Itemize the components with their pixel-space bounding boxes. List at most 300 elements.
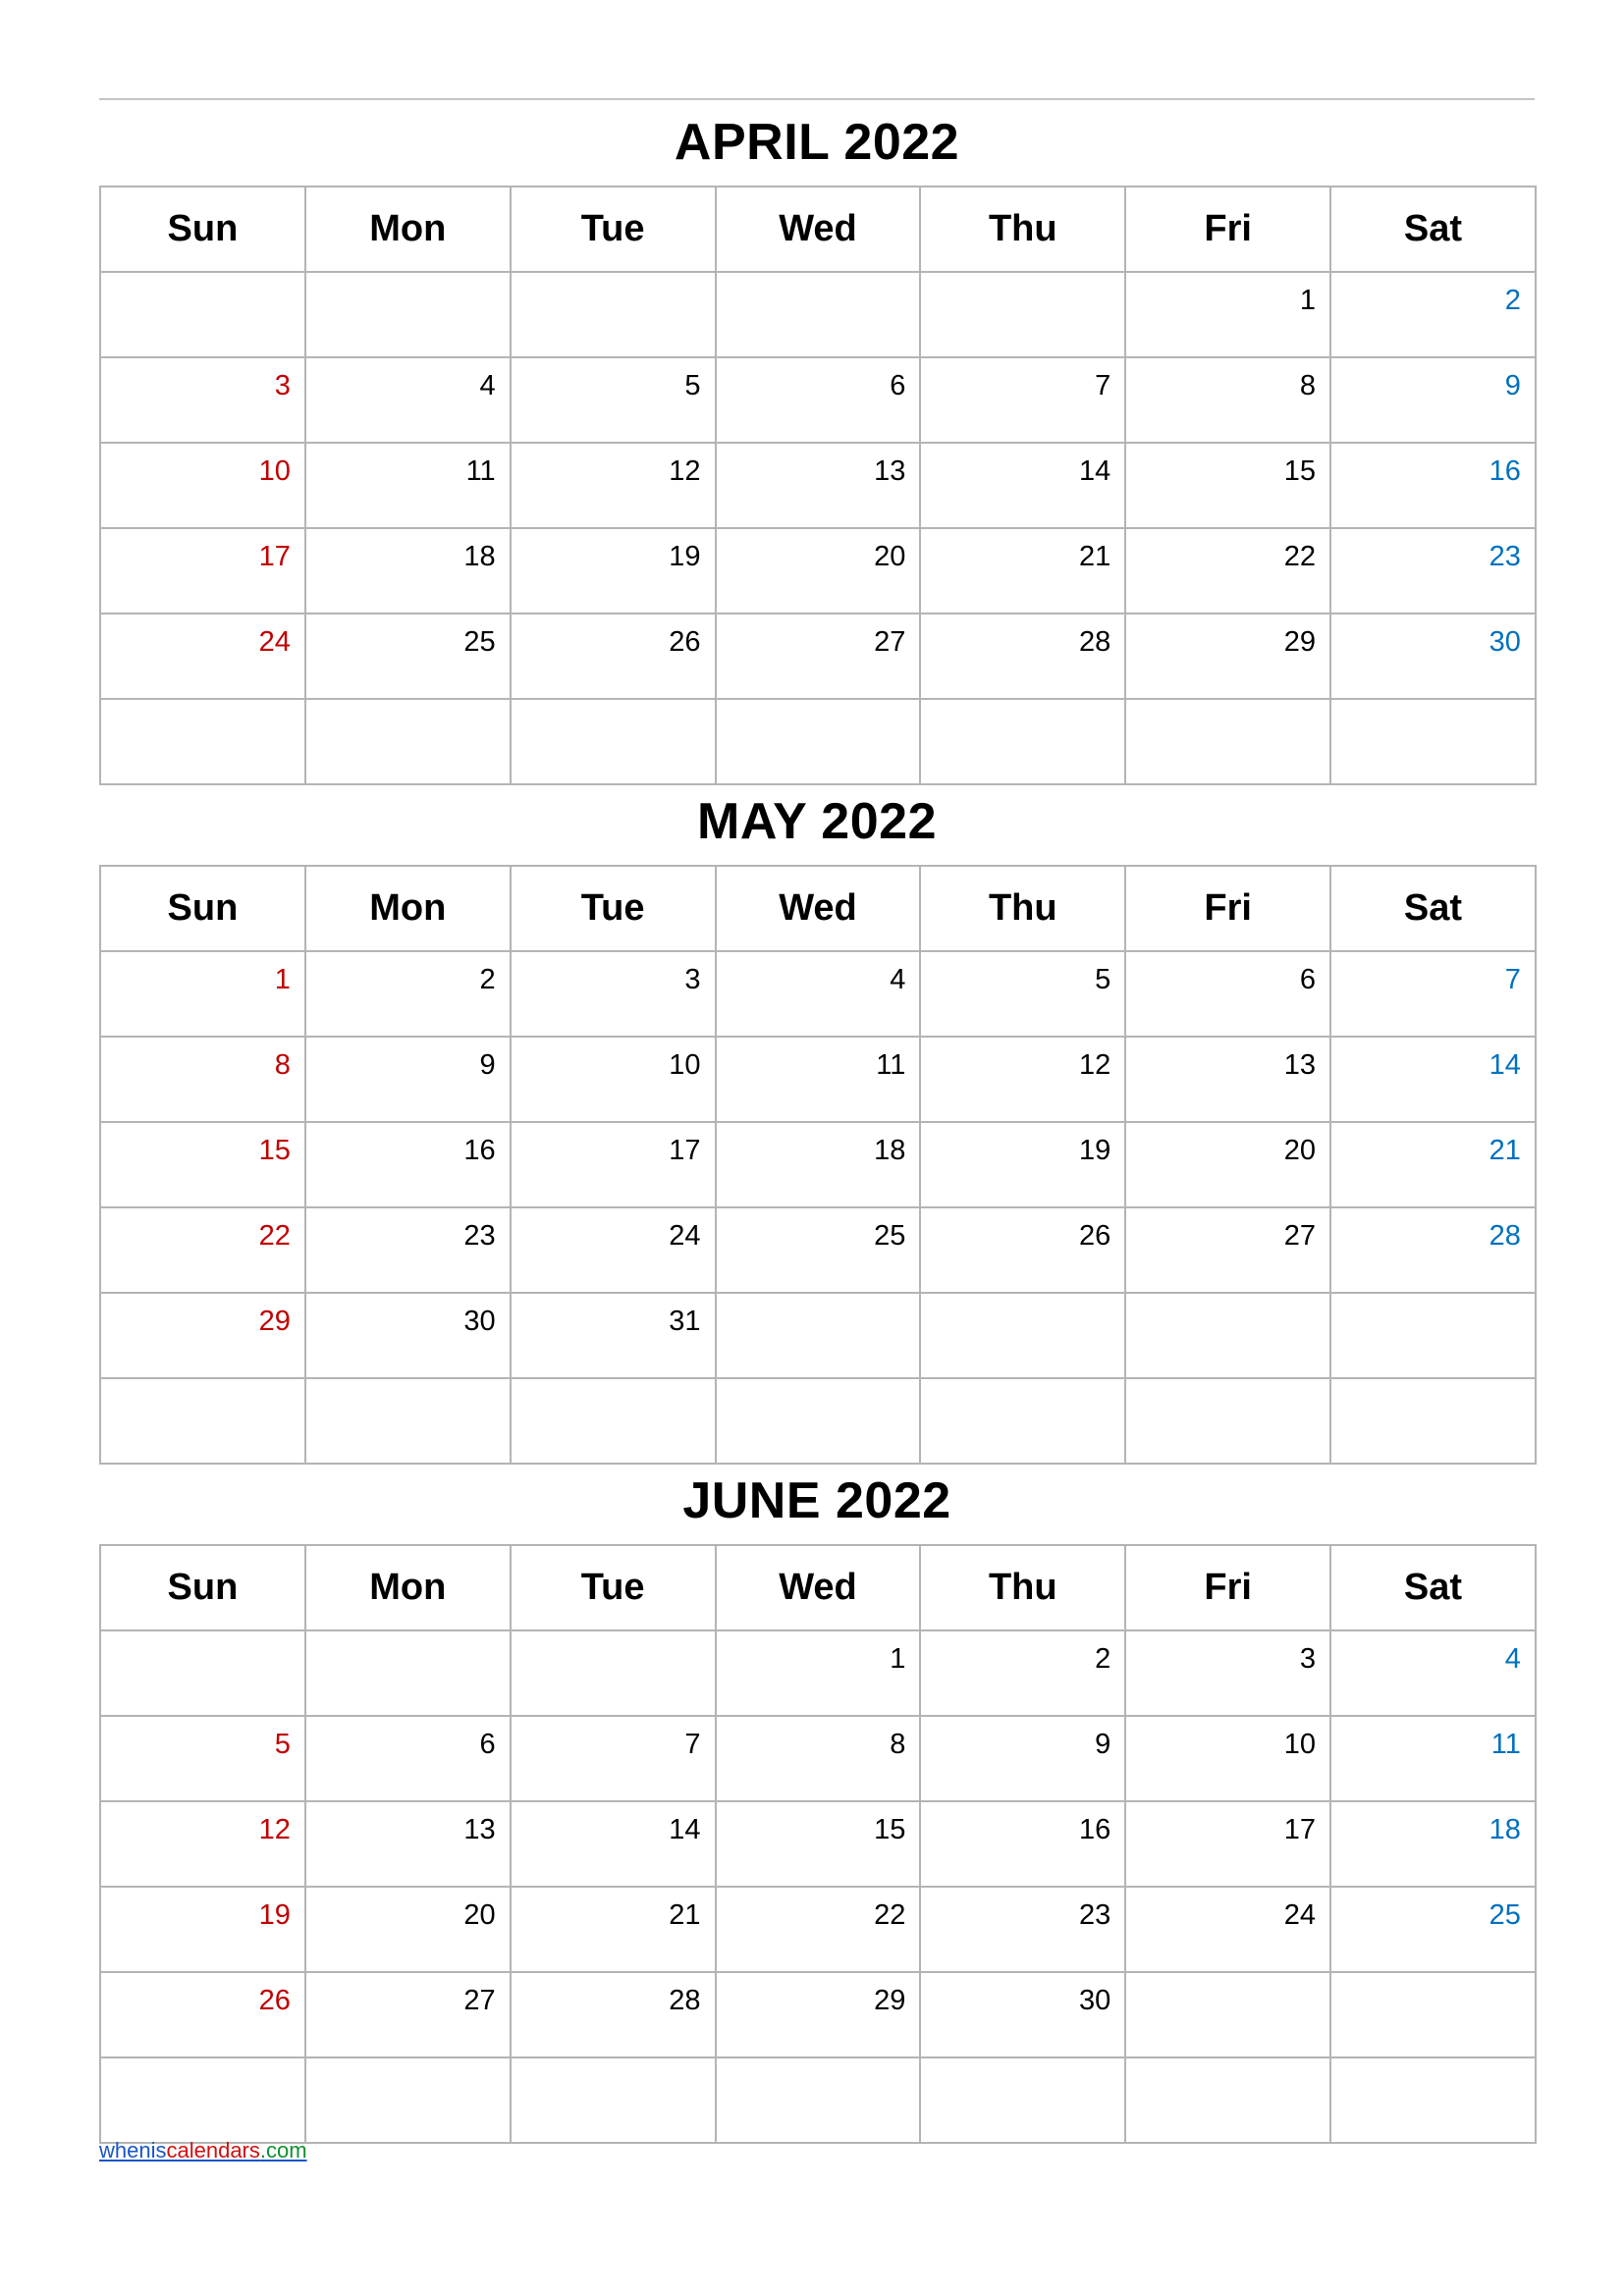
day-number: 28 — [669, 1985, 701, 2016]
day-number — [921, 1294, 1124, 1308]
day-cell — [716, 272, 921, 357]
day-cell — [511, 699, 716, 784]
day-number: 4 — [1504, 1643, 1521, 1675]
day-cell — [716, 1378, 921, 1464]
month-april — [99, 100, 1535, 785]
day-cell — [1125, 1630, 1330, 1716]
day-number — [512, 1379, 715, 1393]
day-number: 27 — [463, 1985, 496, 2016]
day-cell — [716, 1293, 921, 1378]
week-row — [100, 1293, 1536, 1378]
calendar-grid — [99, 186, 1537, 785]
day-cell — [1125, 1037, 1330, 1122]
day-number: 13 — [463, 1814, 496, 1845]
weekday-header-sat: Sat — [1330, 1545, 1536, 1630]
day-cell — [1125, 951, 1330, 1037]
day-number: 21 — [669, 1899, 701, 1931]
day-cell — [920, 1207, 1125, 1293]
day-number: 9 — [479, 1049, 496, 1081]
day-cell — [1330, 272, 1536, 357]
site-link[interactable] — [99, 2138, 307, 2163]
day-cell — [100, 1716, 305, 1801]
day-number: 8 — [890, 1729, 906, 1760]
day-number: 24 — [258, 626, 291, 658]
day-cell — [305, 1122, 511, 1207]
day-number: 13 — [874, 455, 906, 487]
day-number: 11 — [876, 1049, 906, 1081]
day-number: 6 — [1299, 964, 1317, 995]
day-cell — [920, 272, 1125, 357]
day-cell — [100, 699, 305, 784]
day-number: 10 — [258, 455, 291, 487]
day-number: 16 — [463, 1135, 496, 1166]
weekday-header-row — [100, 866, 1536, 951]
weekday-header-mon: Mon — [305, 1545, 511, 1630]
day-number — [717, 273, 920, 287]
day-number: 5 — [1095, 964, 1111, 995]
day-number: 5 — [274, 1729, 291, 1760]
weekday-header-sun: Sun — [100, 187, 305, 272]
day-cell — [1125, 1122, 1330, 1207]
week-row — [100, 2057, 1536, 2143]
weekday-header-thu: Thu — [920, 866, 1125, 951]
day-cell — [716, 2057, 921, 2143]
day-number: 19 — [258, 1899, 291, 1931]
day-number: 10 — [1283, 1729, 1317, 1760]
day-number: 4 — [479, 370, 496, 401]
day-number: 1 — [1299, 285, 1317, 316]
day-cell — [716, 614, 921, 699]
site-link-part-3: .com — [259, 2138, 307, 2163]
week-row — [100, 614, 1536, 699]
day-cell — [511, 1887, 716, 1972]
day-number: 14 — [1078, 455, 1111, 487]
weekday-header-sun: Sun — [100, 866, 305, 951]
day-cell — [716, 1887, 921, 1972]
day-cell — [1125, 1716, 1330, 1801]
day-number: 6 — [479, 1729, 496, 1760]
day-number: 1 — [890, 1643, 906, 1675]
day-number — [717, 700, 920, 714]
day-number — [717, 1379, 920, 1393]
day-cell — [511, 1716, 716, 1801]
day-cell — [305, 1887, 511, 1972]
day-cell — [305, 1293, 511, 1378]
day-cell — [1330, 614, 1536, 699]
day-cell — [511, 528, 716, 614]
weekday-header-tue: Tue — [511, 1545, 716, 1630]
day-cell — [1330, 1630, 1536, 1716]
day-number: 17 — [258, 541, 291, 572]
day-number: 26 — [1078, 1220, 1111, 1252]
day-cell — [305, 614, 511, 699]
day-number: 30 — [463, 1306, 496, 1337]
day-number: 21 — [1489, 1135, 1521, 1166]
day-number: 20 — [1283, 1135, 1317, 1166]
day-cell — [511, 1972, 716, 2057]
weekday-header-fri: Fri — [1125, 1545, 1330, 1630]
week-row — [100, 1122, 1536, 1207]
day-cell — [1330, 1293, 1536, 1378]
weekday-header-sat: Sat — [1330, 187, 1536, 272]
day-number: 12 — [669, 455, 701, 487]
day-number — [717, 2058, 920, 2072]
weekday-header-thu: Thu — [920, 187, 1125, 272]
day-number: 30 — [1489, 626, 1521, 658]
week-row — [100, 699, 1536, 784]
day-cell — [305, 1207, 511, 1293]
day-cell — [305, 528, 511, 614]
day-number: 2 — [479, 964, 496, 995]
day-number: 15 — [1283, 455, 1317, 487]
day-cell — [1125, 699, 1330, 784]
weekday-header-mon: Mon — [305, 187, 511, 272]
day-cell — [920, 699, 1125, 784]
day-number — [1331, 2058, 1535, 2072]
weekday-header-sun: Sun — [100, 1545, 305, 1630]
day-number: 25 — [1489, 1899, 1521, 1931]
day-cell — [1330, 528, 1536, 614]
day-cell — [100, 1378, 305, 1464]
day-cell — [920, 2057, 1125, 2143]
day-cell — [1125, 357, 1330, 443]
day-number: 11 — [1490, 1729, 1521, 1760]
day-number: 18 — [1489, 1814, 1521, 1845]
day-cell — [1125, 1207, 1330, 1293]
day-number: 24 — [1283, 1899, 1317, 1931]
day-number — [1126, 1294, 1329, 1308]
day-cell — [305, 699, 511, 784]
day-cell — [920, 1037, 1125, 1122]
day-cell — [305, 1037, 511, 1122]
day-number: 19 — [1078, 1135, 1111, 1166]
day-cell — [1330, 2057, 1536, 2143]
day-cell — [305, 1630, 511, 1716]
day-number: 3 — [1299, 1643, 1317, 1675]
week-row — [100, 528, 1536, 614]
day-cell — [305, 1801, 511, 1887]
day-number: 4 — [890, 964, 906, 995]
day-number: 15 — [874, 1814, 906, 1845]
day-number: 23 — [463, 1220, 496, 1252]
day-cell — [511, 951, 716, 1037]
day-cell — [100, 1801, 305, 1887]
day-cell — [716, 357, 921, 443]
day-number: 2 — [1504, 285, 1521, 316]
day-number: 16 — [1489, 455, 1521, 487]
day-cell — [1125, 1801, 1330, 1887]
day-number: 23 — [1078, 1899, 1111, 1931]
day-number — [1126, 700, 1329, 714]
day-cell — [1330, 1887, 1536, 1972]
day-cell — [920, 443, 1125, 528]
day-number — [1331, 1973, 1535, 1987]
day-number — [101, 700, 304, 714]
day-number: 1 — [274, 964, 291, 995]
day-number — [101, 1631, 304, 1645]
day-cell — [716, 699, 921, 784]
week-row — [100, 1887, 1536, 1972]
day-cell — [716, 1207, 921, 1293]
day-number: 9 — [1504, 370, 1521, 401]
day-cell — [511, 1037, 716, 1122]
week-row — [100, 951, 1536, 1037]
day-number: 7 — [1095, 370, 1111, 401]
day-cell — [511, 1293, 716, 1378]
weekday-header-fri: Fri — [1125, 866, 1330, 951]
day-number: 25 — [463, 626, 496, 658]
day-cell — [100, 1122, 305, 1207]
day-number: 27 — [1283, 1220, 1317, 1252]
month-title: MAY 2022 — [697, 793, 937, 850]
day-cell — [716, 951, 921, 1037]
day-cell — [100, 272, 305, 357]
day-cell — [100, 357, 305, 443]
day-number — [306, 2058, 510, 2072]
day-cell — [716, 1630, 921, 1716]
day-cell — [920, 1801, 1125, 1887]
day-cell — [305, 1972, 511, 2057]
day-cell — [716, 1972, 921, 2057]
site-link-part-1: whenis — [99, 2138, 167, 2163]
day-number: 9 — [1095, 1729, 1111, 1760]
day-number: 8 — [1299, 370, 1317, 401]
day-cell — [511, 1630, 716, 1716]
day-number: 7 — [684, 1729, 701, 1760]
day-number — [921, 273, 1124, 287]
day-cell — [1125, 443, 1330, 528]
day-number: 21 — [1078, 541, 1111, 572]
day-number: 14 — [669, 1814, 701, 1845]
day-number: 22 — [874, 1899, 906, 1931]
day-number: 3 — [684, 964, 701, 995]
day-cell — [920, 951, 1125, 1037]
day-number: 27 — [874, 626, 906, 658]
day-number: 28 — [1489, 1220, 1521, 1252]
calendar-grid — [99, 1544, 1537, 2144]
day-cell — [511, 614, 716, 699]
day-number — [306, 1631, 510, 1645]
day-number — [717, 1294, 920, 1308]
day-number — [921, 700, 1124, 714]
day-cell — [305, 443, 511, 528]
day-number: 28 — [1078, 626, 1111, 658]
week-row — [100, 1207, 1536, 1293]
day-number: 25 — [874, 1220, 906, 1252]
day-cell — [305, 951, 511, 1037]
day-cell — [305, 1378, 511, 1464]
day-cell — [716, 1716, 921, 1801]
week-row — [100, 1716, 1536, 1801]
day-cell — [920, 1887, 1125, 1972]
day-number: 24 — [669, 1220, 701, 1252]
month-title: JUNE 2022 — [682, 1472, 951, 1529]
day-cell — [1125, 1293, 1330, 1378]
day-cell — [1330, 699, 1536, 784]
day-cell — [100, 2057, 305, 2143]
day-cell — [511, 2057, 716, 2143]
day-number: 12 — [258, 1814, 291, 1845]
week-row — [100, 1630, 1536, 1716]
day-cell — [1330, 1972, 1536, 2057]
day-cell — [100, 951, 305, 1037]
day-cell — [920, 528, 1125, 614]
week-row — [100, 1378, 1536, 1464]
day-cell — [100, 1293, 305, 1378]
day-cell — [920, 1293, 1125, 1378]
day-cell — [716, 1037, 921, 1122]
day-number: 23 — [1489, 541, 1521, 572]
day-cell — [716, 1801, 921, 1887]
week-row — [100, 1801, 1536, 1887]
day-cell — [716, 1122, 921, 1207]
day-number: 22 — [1283, 541, 1317, 572]
month-may — [99, 779, 1535, 1465]
weekday-header-thu: Thu — [920, 1545, 1125, 1630]
day-number: 19 — [669, 541, 701, 572]
day-cell — [920, 1378, 1125, 1464]
month-june — [99, 1459, 1535, 2144]
day-number — [1331, 1379, 1535, 1393]
weekday-header-wed: Wed — [716, 1545, 921, 1630]
weekday-header-tue: Tue — [511, 866, 716, 951]
day-number: 15 — [258, 1135, 291, 1166]
day-cell — [305, 2057, 511, 2143]
month-title: APRIL 2022 — [674, 114, 960, 171]
day-cell — [1330, 1716, 1536, 1801]
day-cell — [716, 528, 921, 614]
day-number — [921, 1379, 1124, 1393]
week-row — [100, 443, 1536, 528]
day-cell — [511, 443, 716, 528]
day-number — [1331, 1294, 1535, 1308]
day-cell — [1125, 1972, 1330, 2057]
day-cell — [1125, 1378, 1330, 1464]
day-number — [101, 1379, 304, 1393]
day-cell — [511, 1378, 716, 1464]
day-cell — [100, 614, 305, 699]
day-cell — [920, 1122, 1125, 1207]
day-cell — [920, 614, 1125, 699]
day-number — [306, 273, 510, 287]
day-cell — [920, 1972, 1125, 2057]
day-cell — [1125, 272, 1330, 357]
day-number — [512, 1631, 715, 1645]
day-cell — [1330, 1122, 1536, 1207]
day-cell — [100, 1037, 305, 1122]
day-number: 26 — [258, 1985, 291, 2016]
day-number — [512, 2058, 715, 2072]
day-number — [1331, 700, 1535, 714]
day-number — [306, 700, 510, 714]
day-number: 18 — [874, 1135, 906, 1166]
day-number — [101, 273, 304, 287]
calendar-grid — [99, 865, 1537, 1465]
day-cell — [305, 1716, 511, 1801]
day-number: 14 — [1489, 1049, 1521, 1081]
day-number — [101, 2058, 304, 2072]
day-number: 5 — [684, 370, 701, 401]
week-row — [100, 272, 1536, 357]
day-number: 6 — [890, 370, 906, 401]
day-cell — [100, 1630, 305, 1716]
weekday-header-wed: Wed — [716, 187, 921, 272]
day-number — [1126, 1973, 1329, 1987]
weekday-header-sat: Sat — [1330, 866, 1536, 951]
day-cell — [1330, 443, 1536, 528]
week-row — [100, 1037, 1536, 1122]
day-number: 18 — [463, 541, 496, 572]
day-cell — [1330, 1037, 1536, 1122]
day-number: 17 — [669, 1135, 701, 1166]
weekday-header-row — [100, 1545, 1536, 1630]
day-number: 16 — [1078, 1814, 1111, 1845]
day-cell — [1330, 1378, 1536, 1464]
day-cell — [511, 357, 716, 443]
day-cell — [511, 1801, 716, 1887]
day-cell — [920, 357, 1125, 443]
day-number: 7 — [1504, 964, 1521, 995]
day-cell — [100, 528, 305, 614]
day-cell — [1330, 357, 1536, 443]
day-number: 2 — [1095, 1643, 1111, 1675]
day-cell — [100, 1972, 305, 2057]
day-cell — [100, 1887, 305, 1972]
day-number: 30 — [1078, 1985, 1111, 2016]
day-number: 11 — [465, 455, 496, 487]
weekday-header-mon: Mon — [305, 866, 511, 951]
day-number: 22 — [258, 1220, 291, 1252]
weekday-header-row — [100, 187, 1536, 272]
day-cell — [1125, 614, 1330, 699]
day-number — [921, 2058, 1124, 2072]
day-cell — [1330, 1207, 1536, 1293]
week-row — [100, 357, 1536, 443]
weekday-header-wed: Wed — [716, 866, 921, 951]
day-number: 17 — [1283, 1814, 1317, 1845]
site-link-part-2: calendars — [166, 2138, 260, 2163]
day-number: 3 — [274, 370, 291, 401]
day-number — [1126, 1379, 1329, 1393]
day-cell — [920, 1716, 1125, 1801]
day-number: 31 — [669, 1306, 701, 1337]
day-cell — [1125, 1887, 1330, 1972]
day-number: 12 — [1078, 1049, 1111, 1081]
day-cell — [920, 1630, 1125, 1716]
day-cell — [305, 272, 511, 357]
day-cell — [100, 443, 305, 528]
day-cell — [100, 1207, 305, 1293]
day-number: 26 — [669, 626, 701, 658]
day-number — [306, 1379, 510, 1393]
day-number: 29 — [874, 1985, 906, 2016]
day-cell — [1330, 1801, 1536, 1887]
day-cell — [511, 1122, 716, 1207]
day-number: 8 — [274, 1049, 291, 1081]
day-number: 10 — [669, 1049, 701, 1081]
day-number: 20 — [874, 541, 906, 572]
day-cell — [1330, 951, 1536, 1037]
day-number: 29 — [1283, 626, 1317, 658]
week-row — [100, 1972, 1536, 2057]
day-cell — [511, 1207, 716, 1293]
weekday-header-fri: Fri — [1125, 187, 1330, 272]
day-number: 13 — [1283, 1049, 1317, 1081]
day-number — [512, 273, 715, 287]
day-cell — [1125, 2057, 1330, 2143]
day-number — [1126, 2058, 1329, 2072]
day-number — [512, 700, 715, 714]
